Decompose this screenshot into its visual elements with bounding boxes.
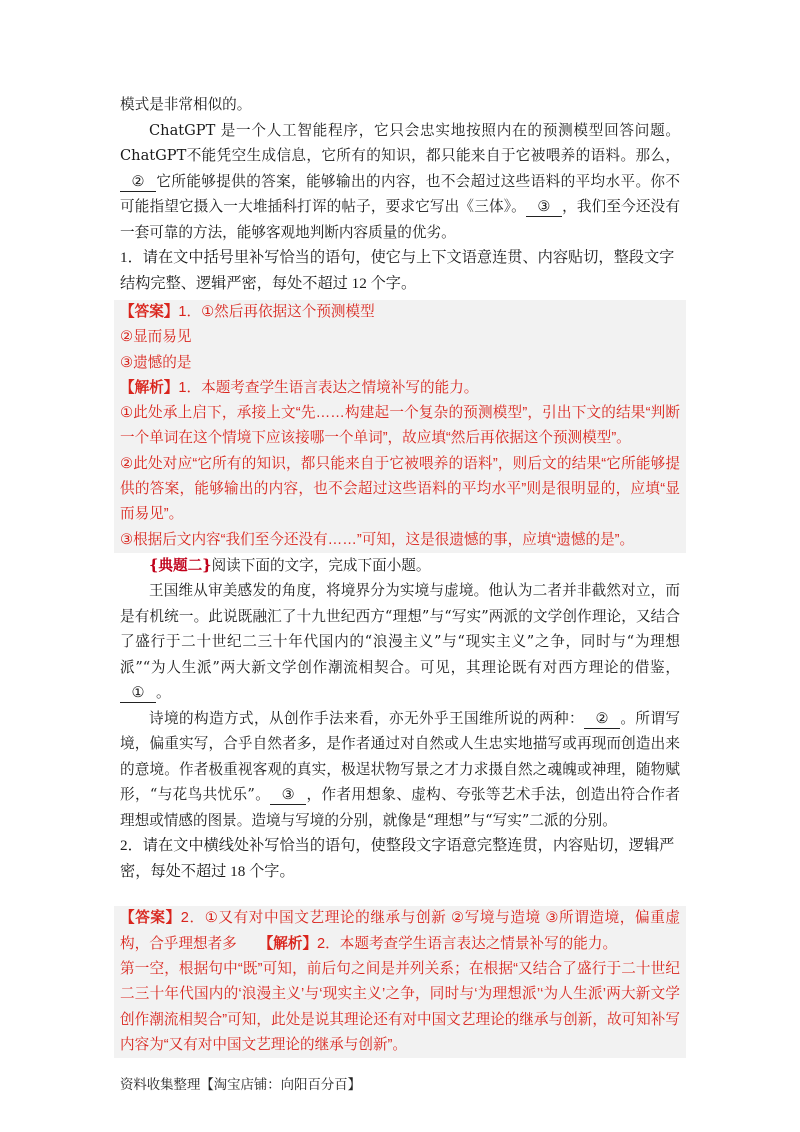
document-page: [120, 92, 680, 1058]
passage-text-c: ，我们至今还没有一套可靠的方法，能够客观地判断内容质量的优劣。: [120, 198, 680, 241]
answer-1-line-2: ②显而易见: [120, 329, 192, 346]
analysis-1-head: 【解析】1．本题考查学生语言表达之情境补写的能力。: [120, 379, 479, 396]
analysis-1-item-1: ①此处承上启下，承接上文“先……构建起一个复杂的预测模型”，引出下文的结果“判断一个单词在这个情境下应该接哪一个单词”，故应填“然后再依据这个预测模型”。: [120, 405, 680, 447]
question-2: 2．请在文中横线处补写恰当的语句，使整段文字语意完整连贯，内容贴切，逻辑严密，每处不超过 18 个字。: [120, 837, 675, 880]
analysis-2-item-1: 第一空，根据句中“既”可知，前后句之间是并列关系；在根据“又结合了盛行于二十世纪二三十年代国内的‘浪漫主义’与‘现实主义’之争，同时与‘为理想派’‘为人生派’两大新文学创作潮流相契合”可知，此处是说其理论还有对中国文艺理论的继承与创新，故可知补写内容为“又有对中国文艺理论的继承与创新”。: [120, 961, 680, 1053]
blank-3b: ③: [270, 786, 306, 805]
answer-tag: 【答案】: [120, 304, 179, 320]
blank-3: ③: [526, 198, 562, 217]
answer-2-line: 【答案】2．①又有对中国文艺理论的继承与创新 ②写境与造境 ③所谓造境，偏重虚构，合乎理想者多 【解析】2．本题考查学生语言表达之情景补写的能力。: [120, 910, 680, 952]
analysis-1-item-2: ②此处对应“它所有的知识，都只能来自于它被喂养的语料”，则后文的结果“它所能够提供的答案，能够输出的内容，也不会超过这些语料的平均水平”则是很明显的，应填“显而易见”。: [120, 455, 680, 523]
line-top: 模式是非常相似的。: [120, 96, 252, 113]
answer-1-line-3: ③遗憾的是: [120, 354, 192, 371]
blank-2: ②: [120, 173, 156, 192]
passage-text-a: ChatGPT 是一个人工智能程序，它只会忠实地按照内在的预测模型回答问题。ChatGPT不能凭空生成信息，它所有的知识，都只能来自于它被喂养的语料。那么，: [120, 121, 680, 164]
footer-note: 资料收集整理【淘宝店铺：向阳百分百】: [120, 1077, 362, 1092]
passage-chatgpt: [120, 118, 680, 246]
passage-shijing: 诗境的构造方式，从创作手法来看，亦无外乎王国维所说的两种： ② 。所谓写境，偏重实写，合乎自然者多，是作者通过对自然或人生忠实地描写或再现而创造出来的意境。作者极重视客观的真实，极逞状物写景之才力求摄自然之魂魄或神理，随物赋形，“与花鸟共忧乐”。 ③ ，作者用想象、虚构、夸张等艺术手法，创造出符合作者理想或情感的图景。造境与写境的分别，就像是“理想”与“写实”二派的分别。: [120, 709, 680, 829]
question-1: 1．请在文中括号里补写恰当的语句，使它与上下文语意连贯、内容贴切，整段文字结构完整、逻辑严密，每处不超过 12 个字。: [120, 249, 675, 292]
dian-ti-2-intro: {典题二}阅读下面的文字，完成下面小题。: [149, 556, 431, 574]
analysis-tag: 【解析】: [120, 379, 179, 396]
blank-1: ①: [120, 684, 156, 703]
dian-label: {典题二}: [149, 556, 212, 574]
passage-text-b: 它所能够提供的答案，能够输出的内容，也不会超过这些语料的平均水平。你不可能指望它摄入一大堆插科打诨的帖子，要求它写出《三体》。: [120, 172, 680, 215]
blank-2b: ②: [584, 710, 620, 729]
answer-box-2: [114, 906, 686, 1058]
passage-wang-guowei: 王国维从审美感发的角度，将境界分为实境与虚境。他认为二者并非截然对立，而是有机统一。此说既融汇了十九世纪西方“理想”与“写实”两派的文学创作理论，又结合了盛行于二十世纪二三十年代国内的“浪漫主义”与“现实主义”之争，同时与“为理想派”“为人生派”两大新文学创作潮流相契合。可见，其理论既有对西方理论的借鉴，① 。: [120, 582, 680, 702]
answer-1-line-1: 【答案】1．①然后再依据这个预测模型: [120, 304, 375, 320]
analysis-1-item-3: ③根据后文内容“我们至今还没有……”可知，这是很遗憾的事，应填“遗憾的是”。: [120, 531, 635, 548]
answer-box-1: [114, 300, 686, 553]
